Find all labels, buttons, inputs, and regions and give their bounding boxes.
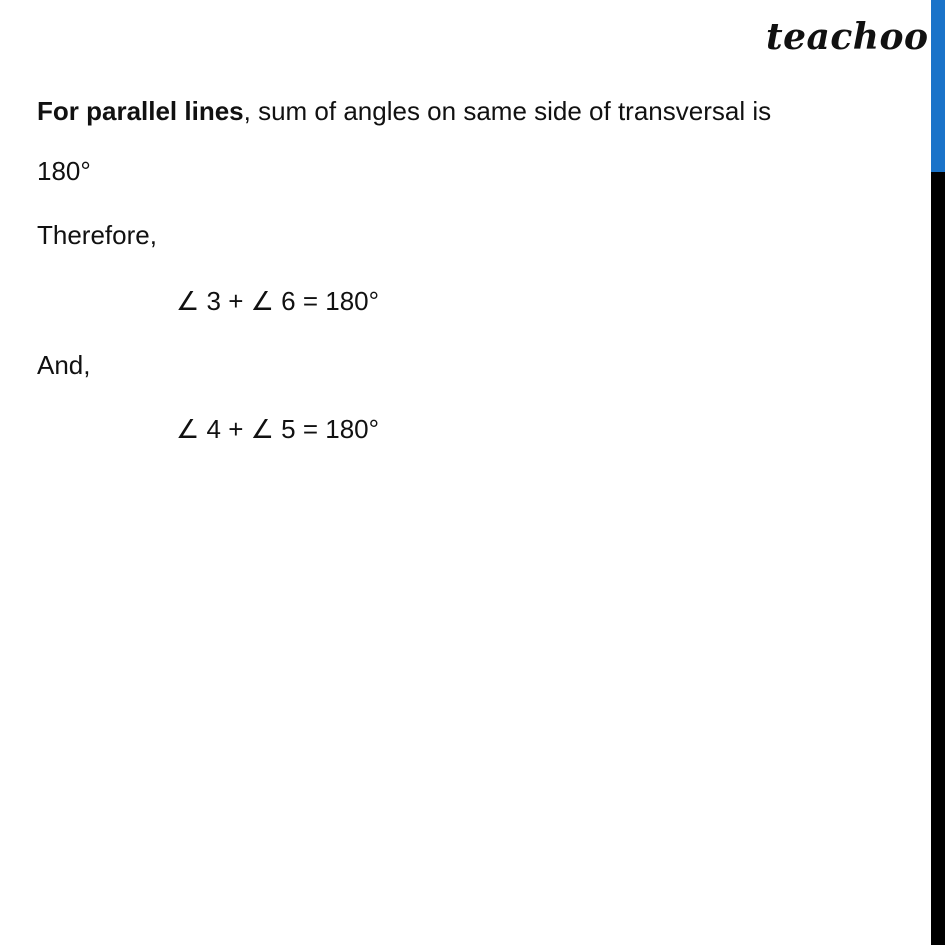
intro-rest-text: , sum of angles on same side of transversal is xyxy=(243,96,772,126)
intro-line xyxy=(37,96,771,126)
dark-side-bar xyxy=(931,172,945,945)
accent-side-bar xyxy=(931,0,945,172)
therefore-text: Therefore, xyxy=(37,220,157,250)
teachoo-logo: teachoo xyxy=(766,16,929,58)
equation-two: ∠ 4 + ∠ 5 = 180° xyxy=(176,414,380,444)
intro-bold-text: For parallel lines xyxy=(37,96,244,126)
and-text: And, xyxy=(37,350,91,380)
intro-continuation: 180° xyxy=(37,156,91,186)
equation-one: ∠ 3 + ∠ 6 = 180° xyxy=(176,286,380,316)
